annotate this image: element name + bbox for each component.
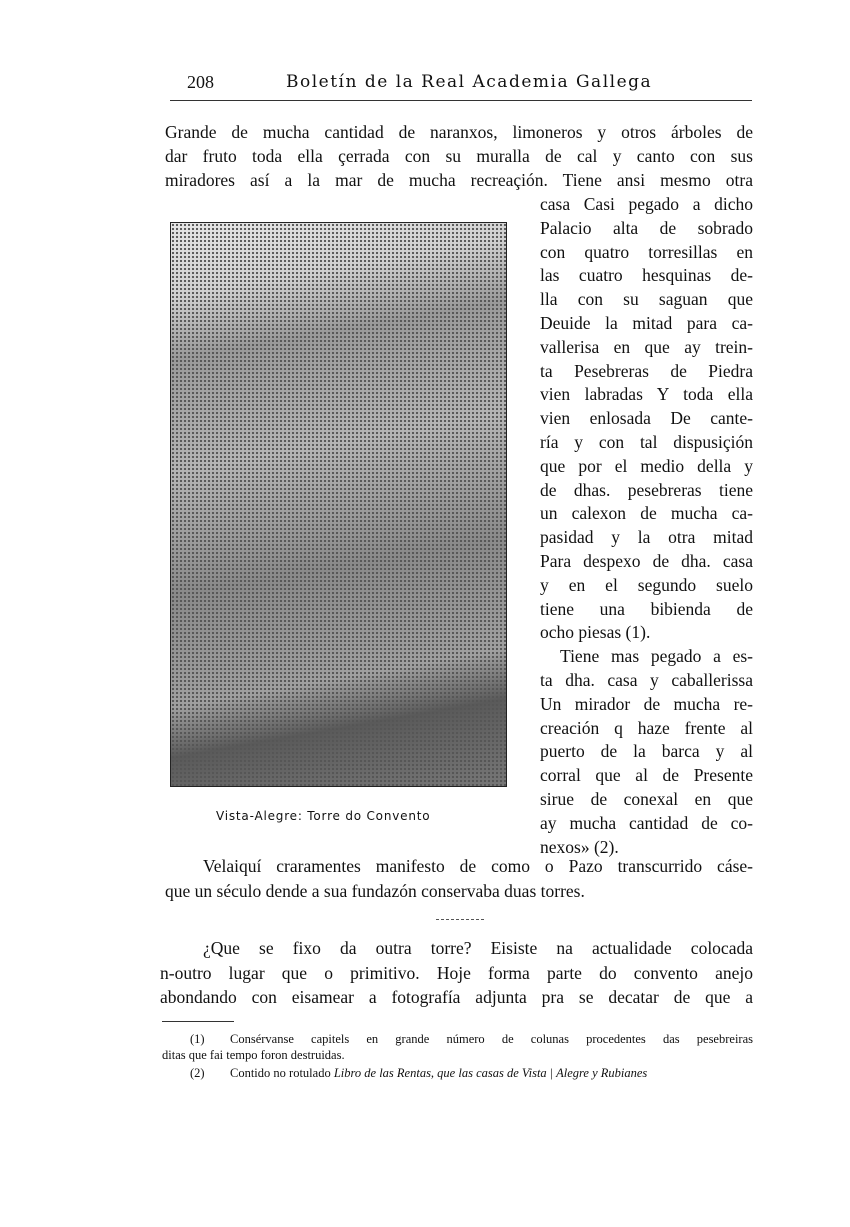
text-line: Un mirador de mucha re- — [540, 693, 753, 714]
text-line: Para despexo de dha. casa — [540, 551, 753, 571]
text-line: Velaiquí craramentes manifesto de como o Pazo transcurrido cáse- — [203, 856, 753, 876]
footnote-1-mark: (1) — [190, 1032, 205, 1046]
text-line: tiene una bibienda de — [540, 598, 753, 619]
text-line: las cuatro hesquinas de- — [540, 265, 753, 286]
photo-caption: Vista-Alegre: Torre do Convento — [216, 809, 431, 823]
text-line: puerto de la barca y al — [540, 741, 753, 762]
text-line: Palacio alta de sobrado — [540, 217, 753, 238]
footnote-2-italic-title: Libro de las Rentas, que las casas de Vista | Alegre y Rubianes — [333, 1066, 648, 1080]
text-line: ay mucha cantidad de co- — [540, 812, 753, 833]
text-line: vallerisa en que ay trein- — [540, 336, 753, 357]
text-line: de dhas. pesebreras tiene — [540, 479, 753, 500]
text-line: Grande de mucha cantidad de naranxos, limoneros y otros árboles de — [165, 122, 753, 142]
running-header-title: Boletín de la Real Academia Gallega — [286, 72, 653, 92]
footnote-1-line1: Consérvanse capitels en grande número de colunas procedentes das pesebreiras — [230, 1032, 753, 1046]
text-line: Tiene mas pegado a es- — [560, 646, 753, 667]
text-line: miradores así a la mar de mucha recreaçión. Tiene ansi mesmo otra — [165, 170, 753, 190]
text-line: ocho piesas (1). — [540, 622, 651, 643]
text-line: corral que al de Presente — [540, 765, 753, 786]
text-line: ¿Que se fixo da outra torre? Eisiste na actualidade colocada — [203, 938, 753, 958]
text-line: ría y con tal dispusiçión — [540, 432, 753, 452]
footnote-2-mark: (2) — [190, 1066, 205, 1080]
header-rule — [170, 100, 752, 101]
text-line: ta dha. casa y caballerissa — [540, 670, 753, 690]
text-line: dar fruto toda ella çerrada con su muralla de cal y canto con sus — [165, 146, 753, 166]
text-line: sirue de conexal en que — [540, 789, 753, 809]
text-line: vien enlosada De cante- — [540, 408, 753, 429]
text-line: pasidad y la otra mitad — [540, 527, 753, 548]
text-line: vien labradas Y toda ella — [540, 384, 753, 405]
text-line: abondando con eisamear a fotografía adjunta pra se decatar de que a — [160, 987, 753, 1007]
page-number: 208 — [187, 72, 214, 92]
text-line: nexos» (2). — [540, 836, 619, 857]
footnote-2-text: Contido no rotulado — [230, 1066, 331, 1080]
section-separator — [436, 919, 484, 920]
text-line: ta Pesebreras de Piedra — [540, 360, 753, 381]
footnote-rule — [162, 1021, 234, 1022]
photo-tower-of-convent — [170, 222, 507, 787]
text-line: con quatro torresillas en — [540, 241, 753, 262]
text-line: que por el medio della y — [540, 455, 753, 476]
footnote-2 — [230, 1065, 647, 1081]
text-line: creación q haze frente al — [540, 717, 753, 738]
text-line: un calexon de mucha ca- — [540, 503, 753, 524]
text-line: Deuide la mitad para ca- — [540, 313, 753, 333]
text-line: y en el segundo suelo — [540, 574, 753, 595]
footnote-1-line2: ditas que fai tempo foron destruidas. — [162, 1048, 345, 1062]
text-line: n-outro lugar que o primitivo. Hoje forma parte do convento anejo — [160, 962, 753, 983]
text-line: casa Casi pegado a dicho — [540, 194, 753, 214]
text-line: que un século dende a sua fundazón conservaba duas torres. — [165, 881, 585, 901]
text-line: lla con su saguan que — [540, 289, 753, 310]
